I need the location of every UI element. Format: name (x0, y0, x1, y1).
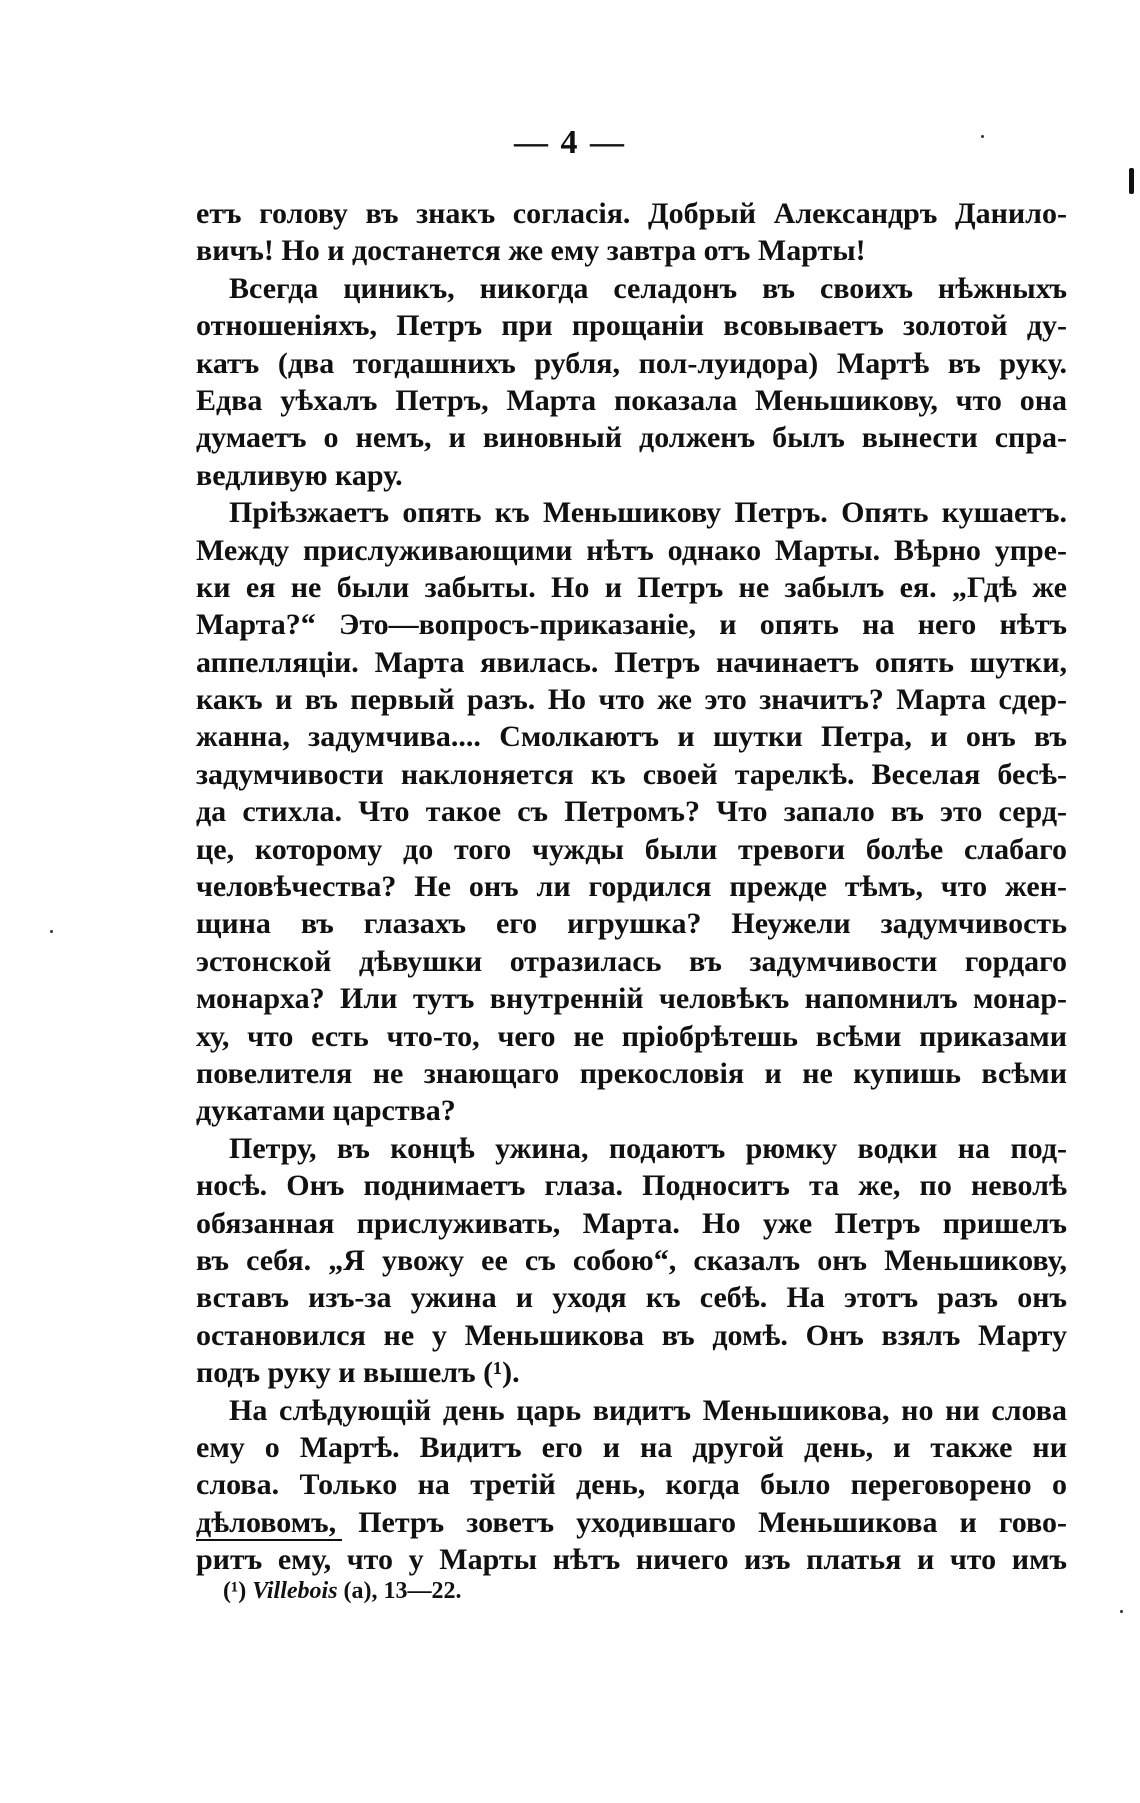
text-line: Всегда циникъ, никогда селадонъ въ своихъ нѣжныхъ (229, 271, 1067, 305)
text-line: вставъ изъ-за ужина и уходя къ себѣ. На этотъ разъ онъ (196, 1281, 1067, 1315)
text-line: носѣ. Онъ поднимаетъ глаза. Подноситъ та же, по неволѣ (196, 1169, 1067, 1203)
footnote-marker: (¹) (223, 1578, 247, 1604)
text-line: повелителя не знающаго прекословія и не купишь всѣми (196, 1056, 1067, 1090)
text-line: ему о Мартѣ. Видитъ его и на другой день, и также ни (196, 1430, 1067, 1464)
text-line: Петру, въ концѣ ужина, подаютъ рюмку водки на под- (229, 1131, 1067, 1165)
text-line: етъ голову въ знакъ согласія. Добрый Александръ Данило- (196, 197, 1067, 230)
text-line: Пріѣзжаетъ опять къ Меньшикову Петръ. Опять кушаетъ. (229, 496, 1067, 530)
footnote-author: Villebois (252, 1578, 338, 1604)
text-line: аппелляціи. Марта явилась. Петръ начинаетъ опять шутки, (196, 645, 1067, 679)
page-edge-mark (1129, 168, 1134, 194)
text-line: слова. Только на третій день, когда было переговорено о (196, 1468, 1067, 1502)
print-speck (981, 135, 984, 138)
text-line: ведливую кару. (196, 458, 403, 492)
text-line: остановился не у Меньшикова въ домѣ. Онъ взялъ Марту (196, 1318, 1067, 1352)
text-line: какъ и въ первый разъ. Но что же это значитъ? Марта сдер- (196, 683, 1067, 717)
body-text (196, 195, 1067, 1578)
text-line: жанна, задумчива.... Смолкаютъ и шутки Петра, и онъ въ (196, 720, 1067, 754)
footnote (223, 1578, 462, 1605)
text-line: На слѣдующій день царь видитъ Меньшикова, но ни слова (229, 1393, 1067, 1427)
text-line: вичъ! Но и достанется же ему завтра отъ Марты! (196, 234, 866, 268)
text-line: катъ (два тогдашнихъ рубля, пол-луидора) Мартѣ въ руку. (196, 346, 1067, 380)
text-line: Едва уѣхалъ Петръ, Марта показала Меньшикову, что она (196, 383, 1067, 417)
text-line: монарха? Или тутъ внутренній человѣкъ напомнилъ монар- (196, 982, 1067, 1016)
text-line: ритъ ему, что у Марты нѣтъ ничего изъ платья и что имъ (196, 1543, 1067, 1577)
footnote-separator (196, 1539, 342, 1541)
text-line: думаетъ о немъ, и виновный долженъ былъ вынести спра- (196, 421, 1067, 455)
text-line: Между прислуживающими нѣтъ однако Марты. Вѣрно упре- (196, 533, 1067, 567)
text-line: да стихла. Что такое съ Петромъ? Что запало въ это серд- (196, 795, 1067, 829)
print-speck (1120, 1610, 1123, 1613)
text-line: ки ея не были забыты. Но и Петръ не забылъ ея. „Гдѣ же (196, 570, 1067, 604)
text-line: отношеніяхъ, Петръ при прощаніи всовываетъ золотой ду- (196, 309, 1067, 343)
text-line: задумчивости наклоняется къ своей тарелкѣ. Веселая бесѣ- (196, 757, 1067, 791)
text-line: эстонской дѣвушки отразилась въ задумчивости гордаго (196, 944, 1067, 978)
text-line: дѣловомъ, Петръ зоветъ уходившаго Меньшикова и гово- (196, 1505, 1067, 1539)
text-line: щина въ глазахъ его игрушка? Неужели задумчивость (196, 907, 1067, 941)
text-line: дукатами царства? (196, 1094, 456, 1128)
text-line: обязанная прислуживать, Марта. Но уже Петръ пришелъ (196, 1206, 1067, 1240)
footnote-reference: (а), 13—22. (343, 1578, 462, 1604)
page-number: — 4 — (514, 124, 626, 161)
text-line: Марта?“ Это—вопросъ-приказаніе, и опять на него нѣтъ (196, 608, 1067, 642)
text-line: ху, что есть что-то, чего не пріобрѣтешь всѣми приказами (196, 1019, 1067, 1053)
text-line: въ себя. „Я увожу ее съ собою“, сказалъ онъ Меньшикову, (196, 1243, 1067, 1277)
print-speck (50, 930, 53, 933)
text-line: це, которому до того чужды были тревоги болѣе слабаго (196, 832, 1067, 866)
text-line: человѣчества? Не онъ ли гордился прежде тѣмъ, что жен- (196, 870, 1067, 904)
text-line: подъ руку и вышелъ (¹). (196, 1356, 520, 1390)
